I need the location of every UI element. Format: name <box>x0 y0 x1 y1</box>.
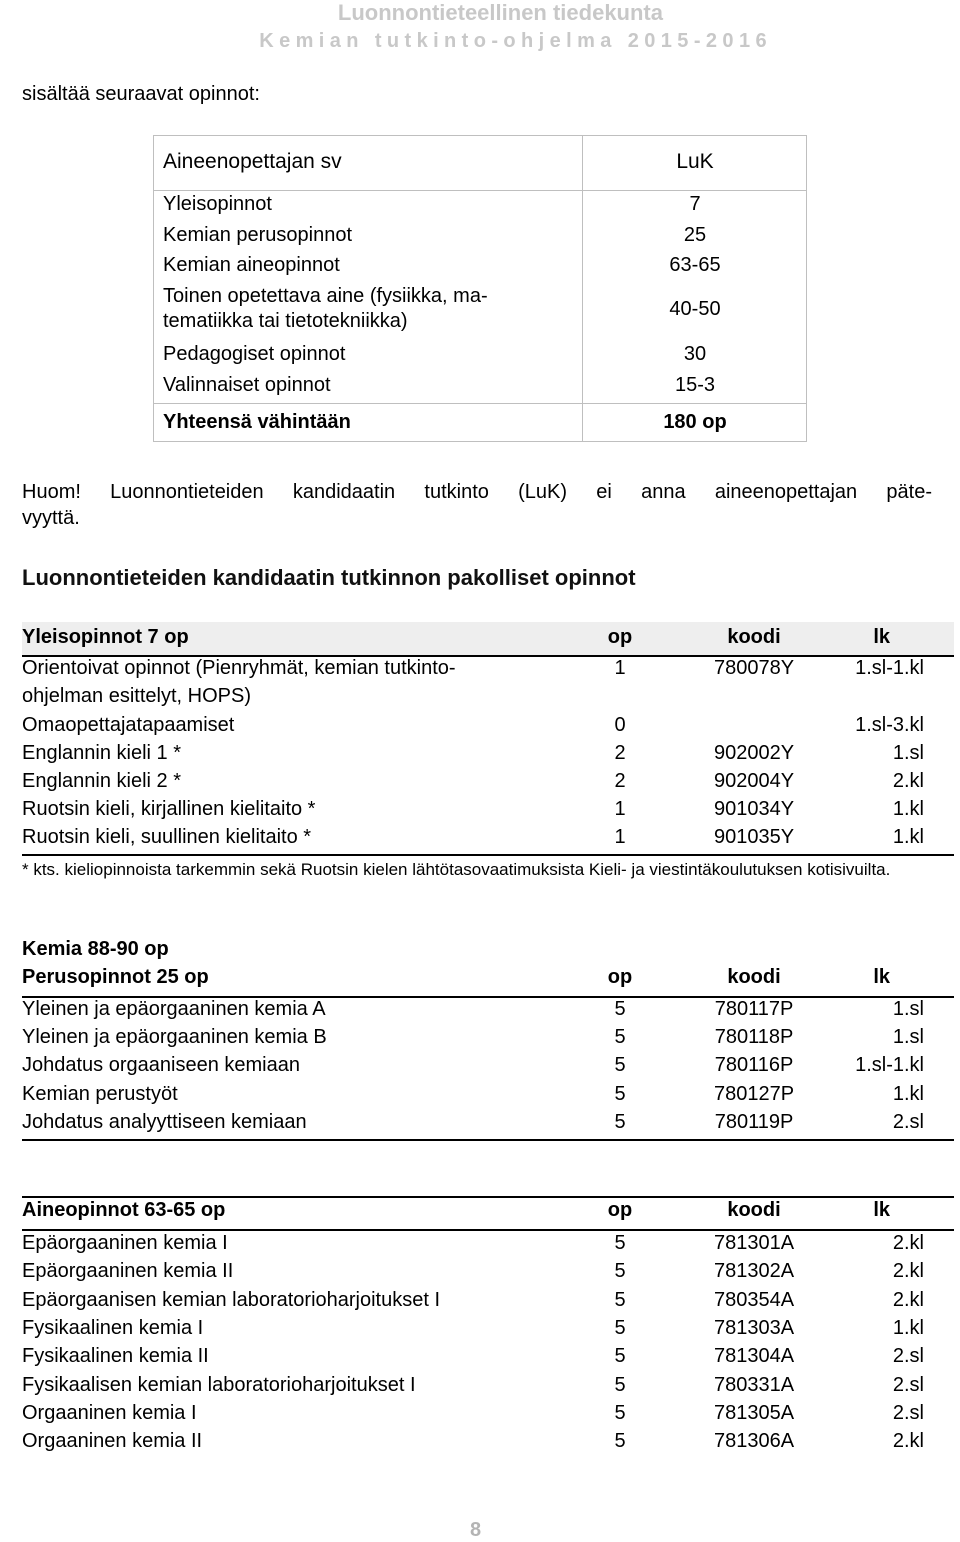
summary-row-label: Valinnaiset opinnot <box>163 374 331 396</box>
course-op: 5 <box>614 1111 626 1133</box>
table-row <box>22 1430 954 1458</box>
course-op: 5 <box>614 1317 626 1339</box>
course-op: 5 <box>614 1402 626 1424</box>
col-op-header: op <box>607 966 633 988</box>
perusopinnot-title: Perusopinnot 25 op <box>22 966 209 988</box>
table-row <box>22 1374 954 1402</box>
course-code: 781303A <box>713 1317 795 1339</box>
summary-total-label: Yhteensä vähintään <box>163 411 351 433</box>
course-op: 1 <box>614 798 626 820</box>
yleisopinnot-table <box>22 622 954 912</box>
col-koodi-header: koodi <box>727 1199 781 1221</box>
course-name: Fysikaalinen kemia II <box>22 1345 209 1367</box>
table-row <box>22 1345 954 1373</box>
summary-row-label: Pedagogiset opinnot <box>163 343 346 365</box>
aineopinnot-title: Aineopinnot 63-65 op <box>22 1199 226 1221</box>
section-title: Luonnontieteiden kandidaatin tutkinnon pakolliset opinnot <box>22 565 636 590</box>
course-code: 781301A <box>713 1232 795 1254</box>
col-lk-header: lk <box>873 1199 890 1221</box>
course-op: 2 <box>614 770 626 792</box>
table-row <box>22 1111 954 1139</box>
course-op: 5 <box>614 1026 626 1048</box>
course-lk: 2.kl <box>892 1232 924 1254</box>
summary-row-value: 30 <box>683 343 707 365</box>
table-row <box>22 1026 954 1054</box>
course-code: 780118P <box>714 1026 794 1048</box>
table-row <box>22 826 954 854</box>
summary-row-label: Yleisopinnot <box>163 193 272 215</box>
course-lk: 1.sl <box>892 742 924 764</box>
summary-row-label-cont: tematiikka tai tietotekniikka) <box>163 310 408 332</box>
table-header <box>22 966 954 994</box>
kemia-title: Kemia 88-90 op <box>22 938 169 960</box>
course-op: 0 <box>614 714 626 736</box>
table-row <box>22 1083 954 1111</box>
note-text: Huom! Luonnontieteiden kandidaatin tutkinto (LuK) ei anna aineenopettajan päte- <box>22 481 932 503</box>
summary-row-label: Kemian perusopinnot <box>163 224 353 246</box>
course-lk: 1.kl <box>892 1317 924 1339</box>
course-lk: 2.kl <box>892 770 924 792</box>
table-row <box>22 1260 954 1288</box>
summary-table <box>153 135 807 442</box>
course-lk: 2.kl <box>892 1289 924 1311</box>
course-lk: 1.sl-1.kl <box>855 1054 924 1076</box>
col-lk-header: lk <box>873 966 890 988</box>
col-op-header: op <box>607 626 633 648</box>
course-name: Omaopettajatapaamiset <box>22 714 235 736</box>
course-name: Fysikaalisen kemian laboratorioharjoitukset I <box>22 1374 416 1396</box>
summary-row-value: 63-65 <box>669 254 721 276</box>
course-name: Ruotsin kieli, kirjallinen kielitaito * <box>22 798 316 820</box>
course-op: 5 <box>614 998 626 1020</box>
course-lk: 1.kl <box>892 798 924 820</box>
course-op: 2 <box>614 742 626 764</box>
course-code: 901035Y <box>713 826 795 848</box>
course-lk: 1.kl <box>892 1083 924 1105</box>
course-name: Fysikaalinen kemia I <box>22 1317 204 1339</box>
table-row <box>22 1317 954 1345</box>
course-op: 5 <box>614 1345 626 1367</box>
aineopinnot-table <box>22 1196 954 1466</box>
language-footnote: * kts. kieliopinnoista tarkemmin sekä Ruotsin kielen lähtötasovaatimuksista Kieli- ja viestintäkoulutuksen kotisivuilta. <box>22 860 891 879</box>
course-name: Epäorgaaninen kemia II <box>22 1260 234 1282</box>
table-row <box>22 770 954 798</box>
course-code: 902002Y <box>713 742 795 764</box>
course-code: 780127P <box>713 1083 795 1105</box>
course-code: 780117P <box>714 998 794 1020</box>
faculty-header: Luonnontieteellinen tiedekunta <box>337 0 663 25</box>
page-number: 8 <box>470 1519 482 1541</box>
course-op: 5 <box>614 1083 626 1105</box>
table-row <box>22 998 954 1026</box>
summary-row-value: 7 <box>689 193 701 215</box>
course-lk: 1.kl <box>892 826 924 848</box>
intro-text: sisältää seuraavat opinnot: <box>22 83 260 105</box>
course-op: 5 <box>614 1289 626 1311</box>
summary-col-luk: LuK <box>676 150 714 173</box>
course-code: 901034Y <box>713 798 795 820</box>
course-name: Yleinen ja epäorgaaninen kemia B <box>22 1026 327 1048</box>
course-name-cont: ohjelman esittelyt, HOPS) <box>22 685 251 707</box>
course-code: 781306A <box>713 1430 795 1452</box>
course-name: Englannin kieli 2 * <box>22 770 181 792</box>
course-code: 780331A <box>713 1374 795 1396</box>
course-op: 5 <box>614 1260 626 1282</box>
course-name: Yleinen ja epäorgaaninen kemia A <box>22 998 326 1020</box>
perusopinnot-table <box>22 936 954 1136</box>
course-lk: 1.sl-3.kl <box>855 714 924 736</box>
course-lk: 2.sl <box>892 1345 924 1367</box>
col-koodi-header: koodi <box>727 626 781 648</box>
col-lk-header: lk <box>873 626 890 648</box>
course-lk: 2.sl <box>892 1402 924 1424</box>
course-name: Epäorgaaninen kemia I <box>22 1232 228 1254</box>
table-row <box>22 657 954 685</box>
course-code: 781302A <box>713 1260 795 1282</box>
summary-total-value: 180 op <box>663 411 727 433</box>
course-lk: 1.sl <box>892 1026 924 1048</box>
course-op: 1 <box>614 826 626 848</box>
summary-row-label: Kemian aineopinnot <box>163 254 340 276</box>
course-lk: 2.kl <box>892 1260 924 1282</box>
table-row <box>22 798 954 826</box>
programme-header: Kemian tutkinto-ohjelma 2015-2016 <box>259 30 772 52</box>
course-lk: 1.sl-1.kl <box>855 657 924 679</box>
note-text-cont: vyyttä. <box>22 507 80 529</box>
table-row <box>22 1054 954 1082</box>
course-code: 780354A <box>713 1289 795 1311</box>
table-row <box>22 1289 954 1317</box>
course-code: 902004Y <box>713 770 795 792</box>
course-name: Orgaaninen kemia I <box>22 1402 197 1424</box>
table-header <box>22 1199 954 1227</box>
summary-title: Aineenopettajan sv <box>163 150 342 173</box>
course-lk: 2.kl <box>892 1430 924 1452</box>
course-name: Johdatus analyyttiseen kemiaan <box>22 1111 307 1133</box>
table-row <box>22 714 954 742</box>
table-row <box>22 1402 954 1430</box>
course-name: Englannin kieli 1 * <box>22 742 181 764</box>
course-code: 781304A <box>713 1345 795 1367</box>
course-code: 780119P <box>714 1111 794 1133</box>
course-code: 781305A <box>713 1402 795 1424</box>
course-lk: 2.sl <box>892 1374 924 1396</box>
table-header <box>22 626 954 654</box>
course-op: 5 <box>614 1232 626 1254</box>
summary-row-value: 25 <box>683 224 707 246</box>
summary-row-label: Toinen opetettava aine (fysiikka, ma- <box>163 285 488 307</box>
summary-row-value: 15-3 <box>674 374 716 396</box>
course-name: Kemian perustyöt <box>22 1083 178 1105</box>
course-name: Orientoivat opinnot (Pienryhmät, kemian tutkinto- <box>22 657 456 679</box>
col-koodi-header: koodi <box>727 966 781 988</box>
yleisopinnot-title: Yleisopinnot 7 op <box>22 626 189 648</box>
table-row <box>22 742 954 770</box>
col-op-header: op <box>607 1199 633 1221</box>
summary-row-value: 40-50 <box>669 298 721 320</box>
course-code: 780116P <box>714 1054 794 1076</box>
course-code: 780078Y <box>713 657 795 679</box>
course-op: 5 <box>614 1374 626 1396</box>
course-name: Johdatus orgaaniseen kemiaan <box>22 1054 300 1076</box>
table-row <box>22 1232 954 1260</box>
course-op: 1 <box>614 657 626 679</box>
course-op: 5 <box>614 1430 626 1452</box>
course-lk: 2.sl <box>892 1111 924 1133</box>
kemia-title-row <box>22 938 954 966</box>
course-op: 5 <box>614 1054 626 1076</box>
course-lk: 1.sl <box>892 998 924 1020</box>
table-row-cont <box>22 685 954 713</box>
course-name: Orgaaninen kemia II <box>22 1430 203 1452</box>
course-name: Epäorgaanisen kemian laboratorioharjoitukset I <box>22 1289 441 1311</box>
course-name: Ruotsin kieli, suullinen kielitaito * <box>22 826 312 848</box>
